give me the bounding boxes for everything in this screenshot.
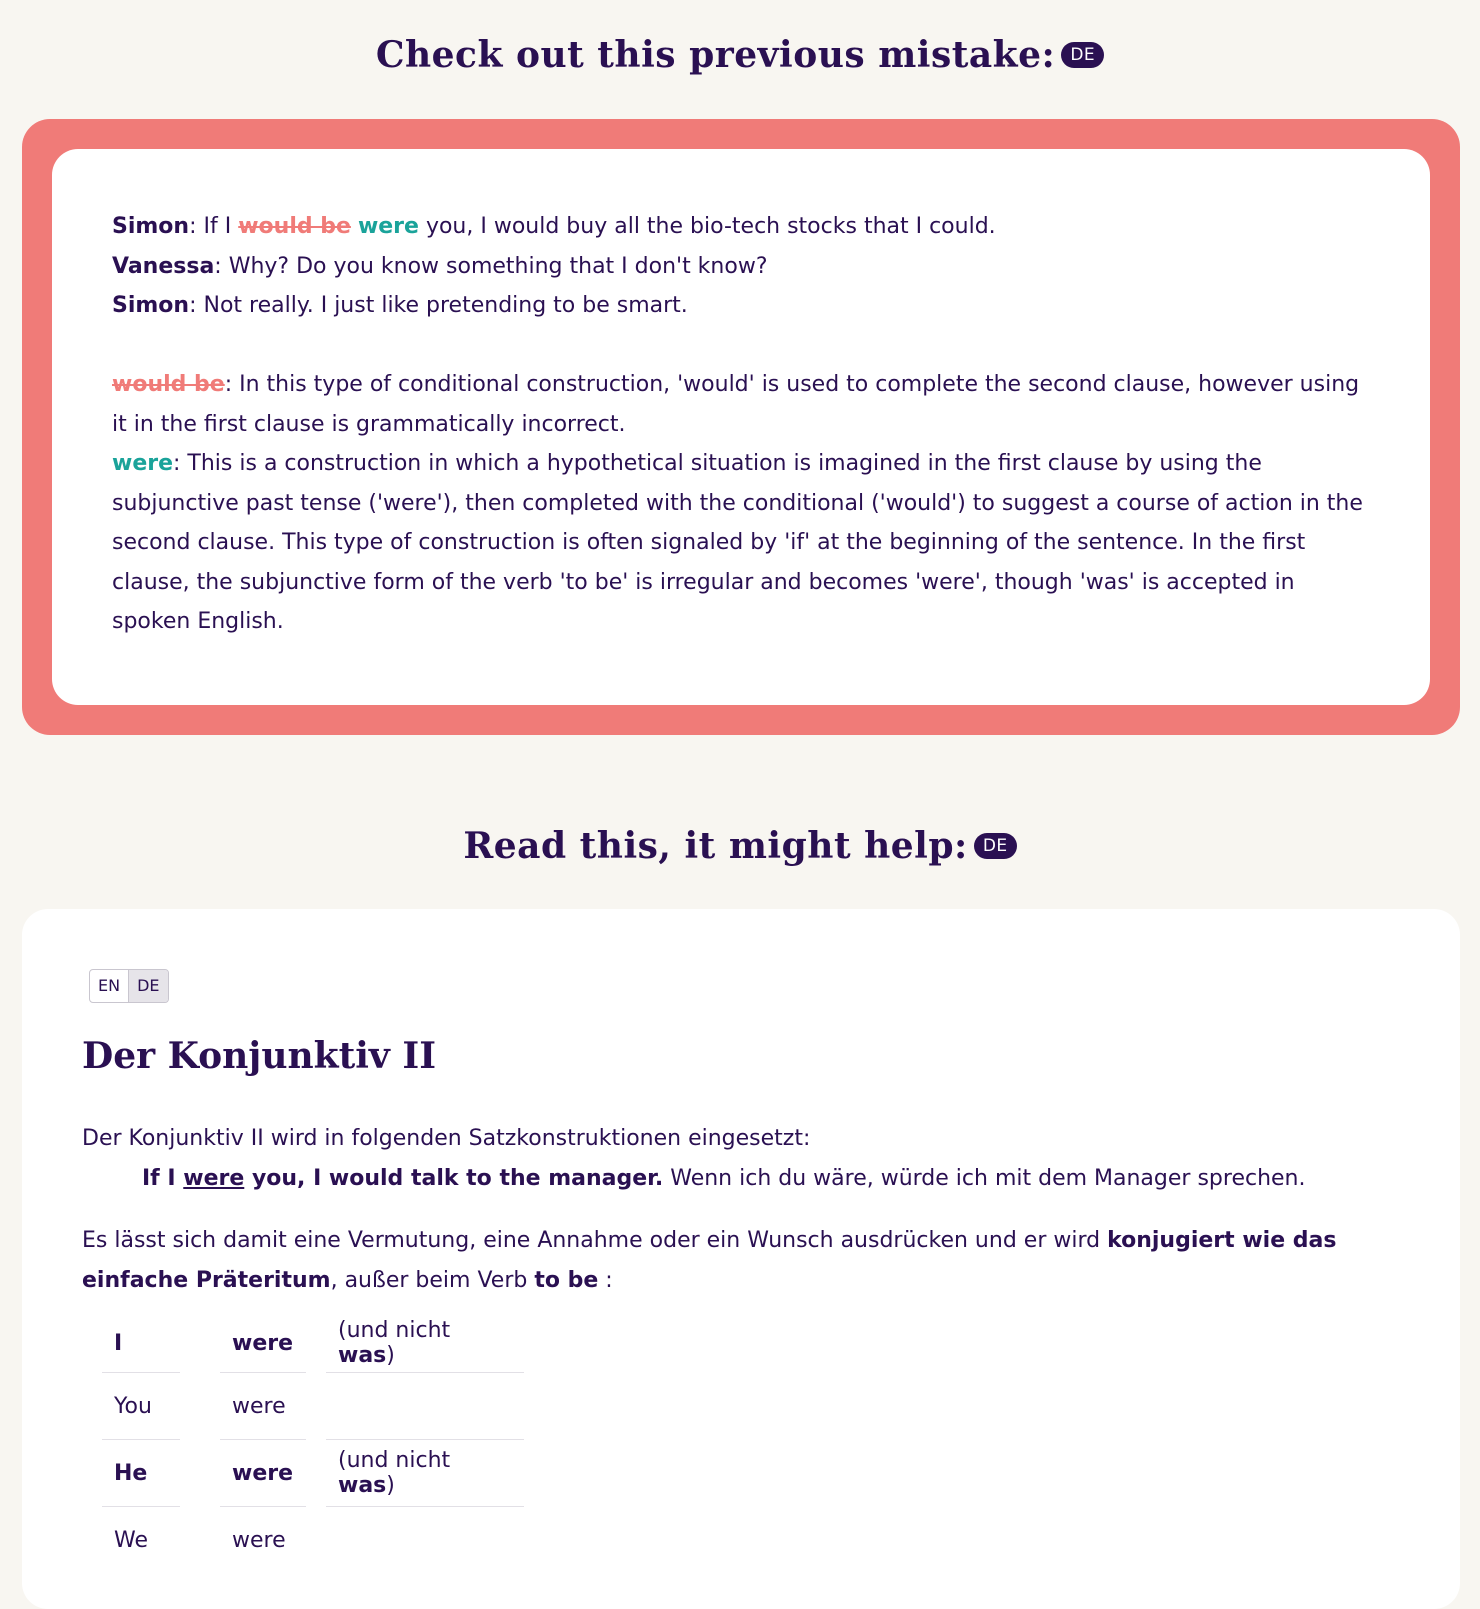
note-cell: (und nicht was) bbox=[326, 1440, 524, 1507]
rule-text: Es lässt sich damit eine Vermutung, eine Annahme oder ein Wunsch ausdrücken und er wird bbox=[82, 1228, 1108, 1253]
mistake-heading bbox=[0, 34, 1480, 76]
lang-en-button[interactable]: EN bbox=[98, 976, 121, 995]
pronoun-cell: We bbox=[114, 1527, 148, 1553]
note-cell bbox=[326, 1373, 524, 1440]
rule-bold: to be bbox=[534, 1268, 599, 1293]
language-toggle bbox=[89, 969, 169, 1003]
help-heading-text: Read this, it might help: bbox=[463, 825, 968, 867]
speaker-name: Simon bbox=[112, 293, 190, 318]
table-row bbox=[102, 1507, 524, 1573]
dialogue-text: : Not really. I just like pretending to be smart. bbox=[189, 293, 688, 318]
correct-explanation-text: : This is a construction in which a hypothetical situation is imagined in the first clause by using the subjunctive past tense ('were'), then completed with the conditional ('would') to suggest a course of action in the second clause. This type of construction is often signaled by 'if' at the beginning of the sentence. In the first clause, the subjunctive form of the verb 'to be' is irregular and becomes 'were', though 'was' is accepted in spoken English. bbox=[112, 451, 1363, 634]
speaker-name: Vanessa bbox=[112, 253, 215, 279]
dialogue-line bbox=[112, 207, 1370, 247]
lang-de-button[interactable]: DE bbox=[128, 970, 167, 1002]
verb-cell: were bbox=[220, 1373, 306, 1440]
example-highlight: were bbox=[183, 1166, 245, 1191]
pronoun-cell: I bbox=[102, 1314, 180, 1373]
table-row bbox=[102, 1373, 524, 1440]
rule-text: : bbox=[598, 1268, 613, 1293]
correct-phrase: were bbox=[357, 214, 419, 239]
wrong-explanation-text: : In this type of conditional construction, 'would' is used to complete the second clause, however using it in the first clause is grammatically incorrect. bbox=[112, 372, 1360, 437]
speaker-name: Simon bbox=[112, 214, 190, 239]
correct-term: were bbox=[112, 451, 174, 476]
example-sentence bbox=[142, 1159, 1306, 1198]
conjugation-table bbox=[82, 1314, 544, 1573]
help-heading bbox=[0, 825, 1480, 867]
dialogue-line bbox=[112, 247, 1370, 287]
article-title: Der Konjunktiv II bbox=[82, 1035, 437, 1077]
language-badge[interactable]: DE bbox=[974, 833, 1017, 859]
mistake-card bbox=[22, 119, 1460, 735]
note-cell bbox=[326, 1507, 524, 1573]
wrong-explanation bbox=[112, 365, 1370, 444]
dialogue-text: you, I would buy all the bio-tech stocks that I could. bbox=[418, 214, 996, 239]
wrong-term: would be bbox=[112, 372, 225, 397]
verb-cell: were bbox=[220, 1440, 306, 1507]
table-row bbox=[102, 1440, 524, 1507]
help-card bbox=[22, 909, 1460, 1609]
rule-text: , außer beim Verb bbox=[330, 1268, 535, 1293]
mistake-content bbox=[52, 149, 1430, 705]
example-bold: If I bbox=[142, 1166, 184, 1191]
mistake-heading-text: Check out this previous mistake: bbox=[375, 34, 1056, 76]
language-badge[interactable]: DE bbox=[1061, 42, 1104, 68]
rule-bold: konjugiert wie das einfache Präteritum bbox=[82, 1228, 1337, 1293]
dialogue-text: : Why? Do you know something that I don't know? bbox=[214, 253, 768, 279]
dialogue-text: : If I bbox=[189, 214, 239, 239]
table-row bbox=[102, 1314, 524, 1373]
correct-explanation bbox=[112, 444, 1370, 642]
wrong-phrase: would be bbox=[238, 214, 351, 239]
intro-paragraph: Der Konjunktiv II wird in folgenden Satzkonstruktionen eingesetzt: bbox=[82, 1126, 811, 1151]
example-translation: Wenn ich du wäre, würde ich mit dem Manager sprechen. bbox=[663, 1166, 1306, 1191]
rule-paragraph bbox=[82, 1221, 1372, 1301]
example-bold: you, I would talk to the manager. bbox=[244, 1166, 664, 1191]
note-cell: (und nicht was) bbox=[326, 1314, 524, 1373]
pronoun-cell: You bbox=[102, 1373, 180, 1440]
verb-cell: were bbox=[232, 1527, 286, 1553]
dialogue-line bbox=[112, 286, 1370, 326]
pronoun-cell: He bbox=[102, 1440, 180, 1507]
verb-cell: were bbox=[220, 1314, 306, 1373]
